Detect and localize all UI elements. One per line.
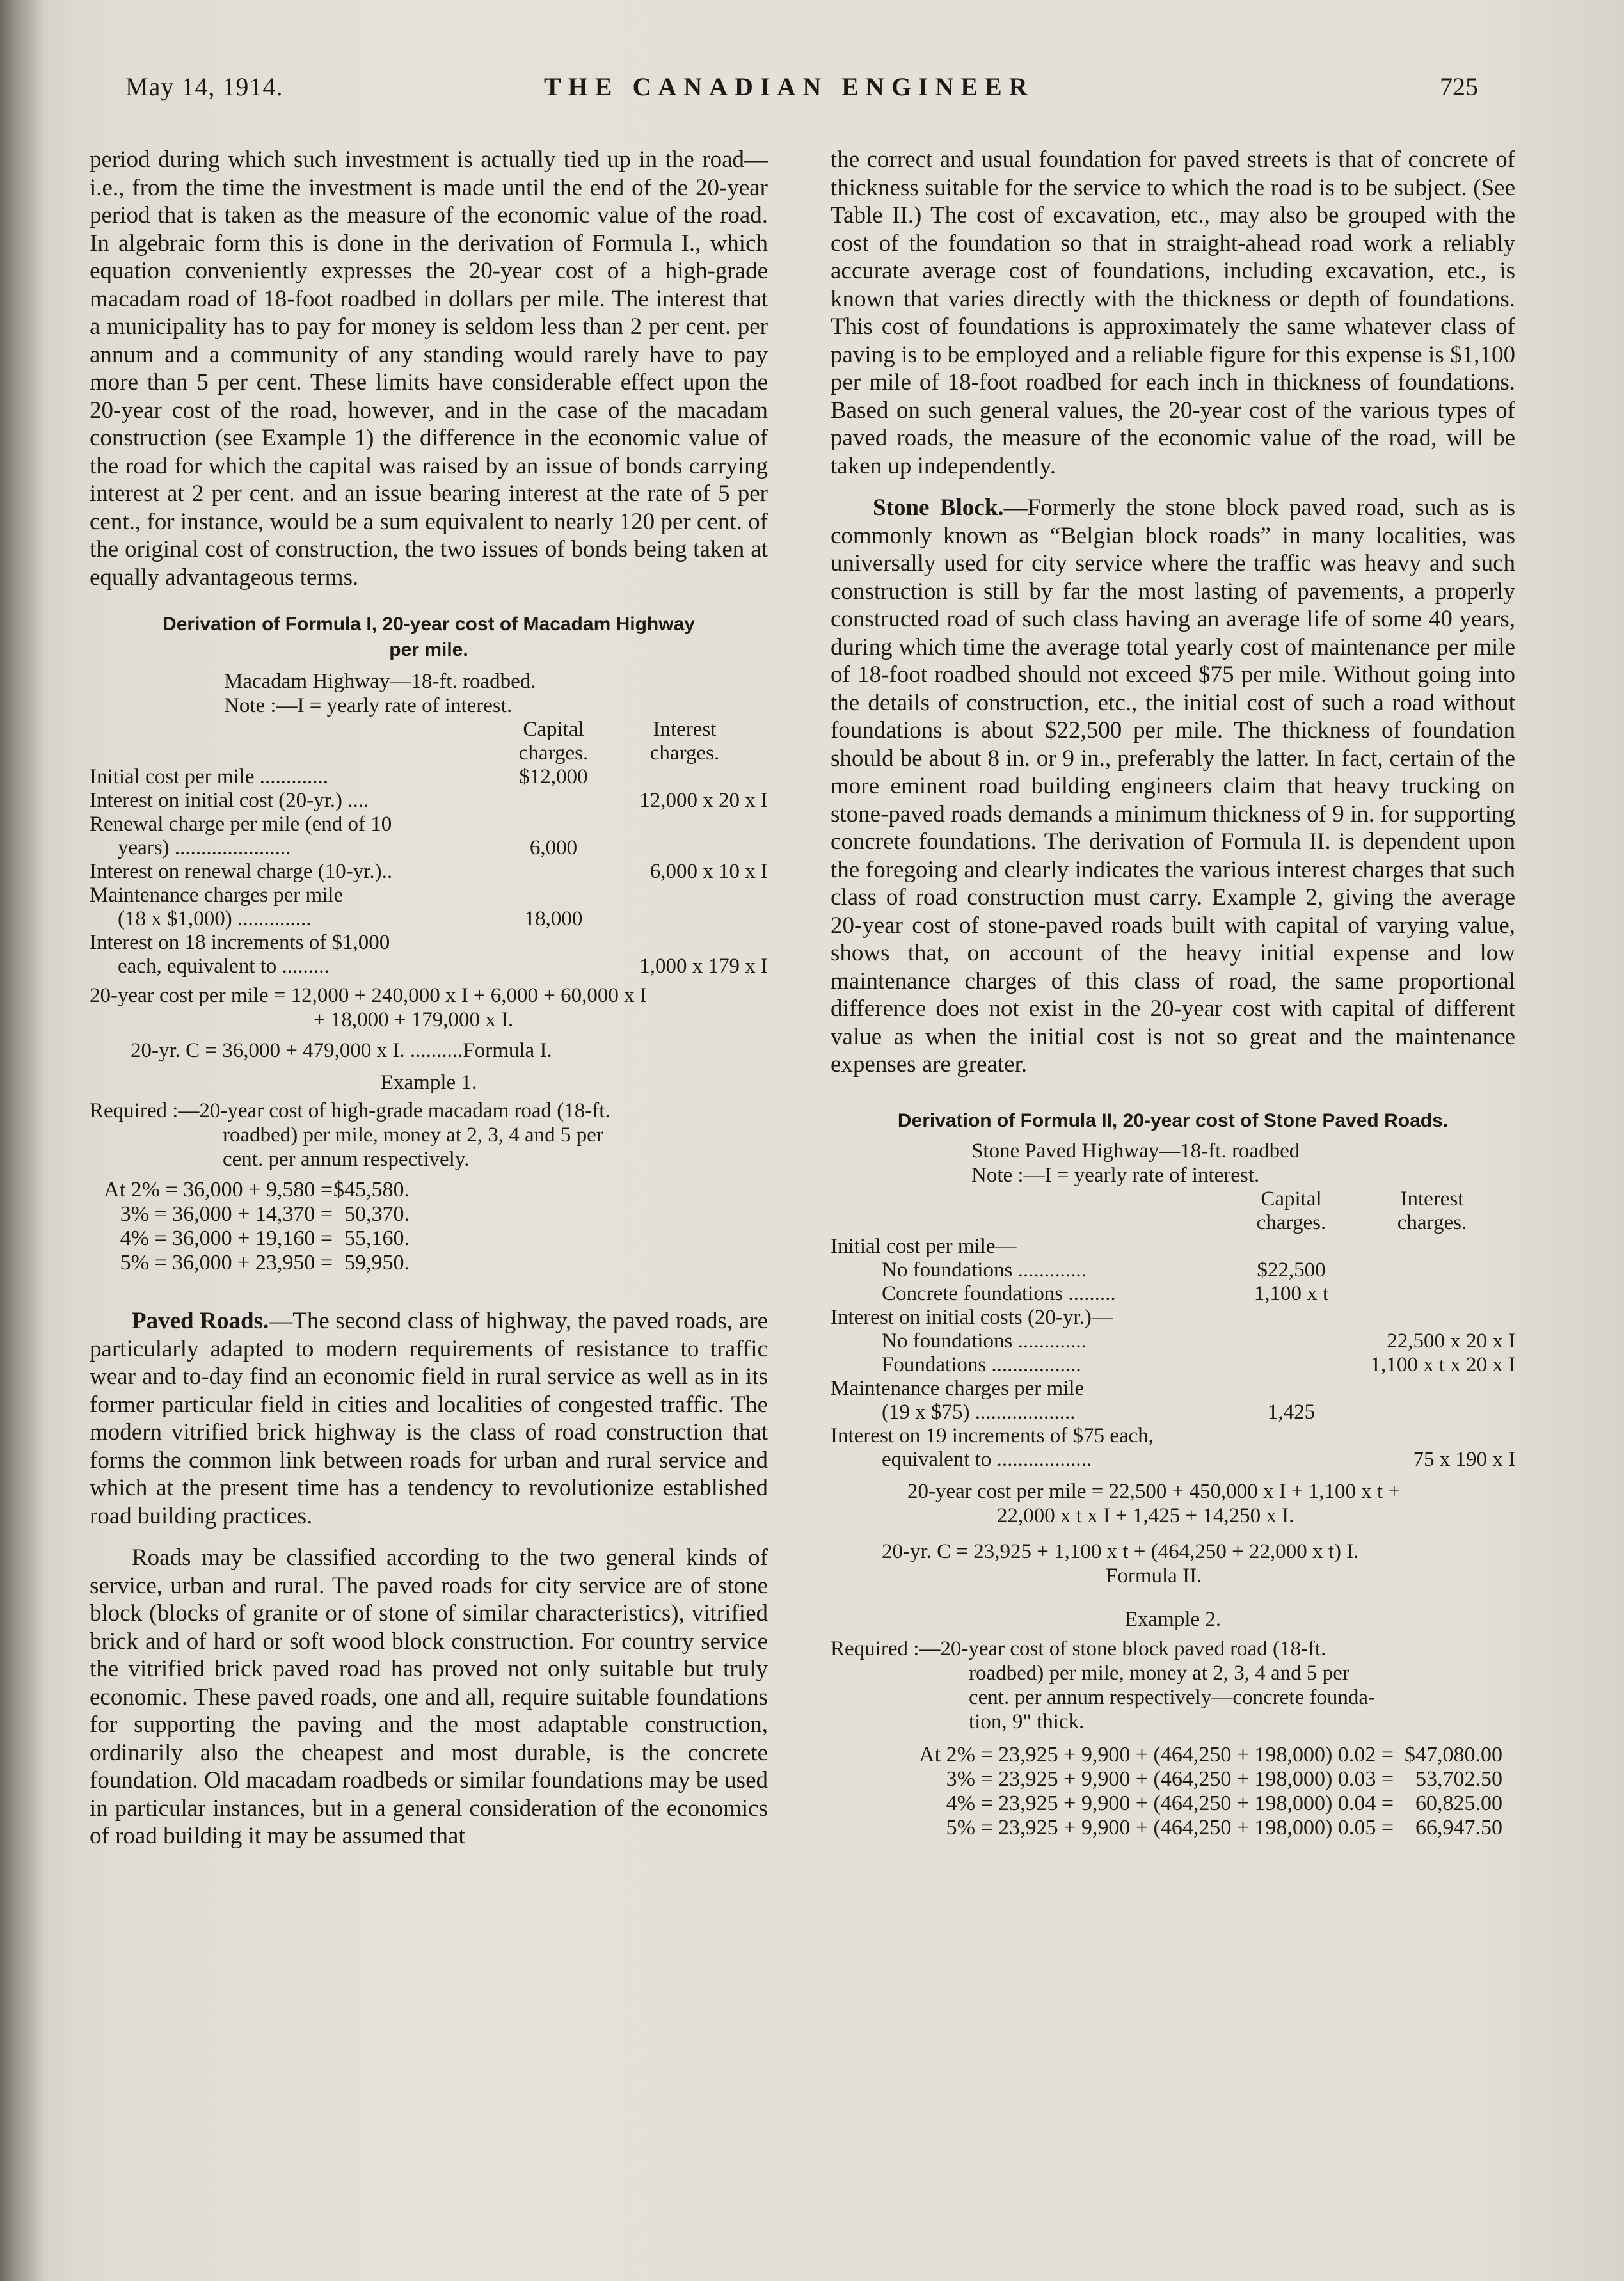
result-row: At 2% = 23,925 + 9,900 + (464,250 + 198,000) 0.02 = $47,080.00 [919, 1742, 1502, 1767]
result-row: 3% = 23,925 + 9,900 + (464,250 + 198,000) 0.03 = 53,702.50 [946, 1767, 1502, 1791]
formula-1-equation-cont: + 18,000 + 179,000 x I. [314, 1008, 514, 1031]
example-1-required-3: cent. per annum respectively. [223, 1148, 470, 1171]
table-row [831, 1401, 1515, 1424]
capital-value: 18,000 [524, 907, 583, 930]
formula-2-note: Note :—I = yearly rate of interest. [971, 1163, 1260, 1187]
interest-value: 75 x 190 x I [1413, 1447, 1515, 1471]
interest-value: 22,500 x 20 x I [1387, 1329, 1515, 1353]
row-label: Foundations ................. [882, 1353, 1081, 1376]
row-label: Initial cost per mile ............. [90, 765, 329, 788]
paragraph-paved-roads [90, 1307, 768, 1530]
left-column [90, 146, 768, 1850]
row-label: Maintenance charges per mile [90, 884, 344, 907]
formula-1-equation: 20-year cost per mile = 12,000 + 240,000 x I + 6,000 + 60,000 x I [90, 984, 647, 1007]
paragraph-foundations: the correct and usual foundation for paved streets is that of concrete of thickness suitable for the service to which the road is to be subject. (See Table II.) The cost of excavation, etc., may also be grouped with the cost of the foundation so that in straight-ahead road work a reliably accurate average cost of foundations, including excavation, etc., is known that varies directly with the thickness or depth of foundations. This cost of foundations is approximately the same whatever class of paving is to be employed and a reliable figure for this expense is $1,100 per mile of 18-foot roadbed for each inch in thickness of foundations. Based on such general values, the 20-year cost of the various types of paved roads, the measure of the economic value of the road, will be taken up independently. [831, 147, 1515, 479]
col-header-capital: Capital [1261, 1187, 1322, 1211]
formula-2-result: 20-yr. C = 23,925 + 1,100 x t + (464,250 + 22,000 x t) I. [882, 1539, 1359, 1563]
example-2-results [831, 1743, 1515, 1840]
row-label: years) ...................... [118, 836, 291, 859]
row-label: Interest on 19 increments of $75 each, [831, 1424, 1154, 1447]
row-label: No foundations ............. [882, 1329, 1087, 1353]
row-label: each, equivalent to ......... [118, 955, 330, 978]
capital-value: $12,000 [519, 765, 588, 788]
col-header-capital-2: charges. [1256, 1211, 1326, 1234]
result-row: 4% = 36,000 + 19,160 = 55,160. [120, 1227, 410, 1250]
row-label: (18 x $1,000) .............. [118, 907, 312, 930]
formula-1-result: 20-yr. C = 36,000 + 479,000 x I. ..........Formula I. [131, 1039, 552, 1062]
example-2-required-2: roadbed) per mile, money at 2, 3, 4 and 5 per [969, 1661, 1349, 1685]
table-row [90, 789, 768, 813]
example-2-title: Example 2. [1124, 1607, 1222, 1631]
row-label: Renewal charge per mile (end of 10 [90, 813, 392, 836]
row-label: Interest on 18 increments of $1,000 [90, 931, 390, 954]
row-label: Interest on initial cost (20-yr.) .... [90, 789, 369, 812]
col-header-interest: Interest [1400, 1187, 1464, 1211]
formula-2-equation: 20-year cost per mile = 22,500 + 450,000 x I + 1,100 x t + [907, 1479, 1401, 1503]
table-row [831, 1377, 1515, 1401]
example-1-required-2: roadbed) per mile, money at 2, 3, 4 and 5 per [223, 1124, 603, 1147]
row-label: Interest on renewal charge (10-yr.).. [90, 860, 393, 883]
paragraph-stone-block [831, 494, 1515, 1079]
table-row [90, 955, 768, 978]
table-row [831, 1330, 1515, 1353]
result-row: 3% = 36,000 + 14,370 = 50,370. [120, 1202, 410, 1226]
formula-2-heading: Derivation of Formula II, 20-year cost of Stone Paved Roads. [897, 1109, 1449, 1131]
row-label: equivalent to .................. [882, 1447, 1092, 1471]
issue-date: May 14, 1914. [125, 72, 283, 101]
row-label: Initial cost per mile— [831, 1234, 1017, 1258]
row-label: Maintenance charges per mile [831, 1376, 1085, 1400]
stone-block-run-in: Stone Block. [873, 495, 1004, 521]
stone-block-text: —Formerly the stone block paved road, such as is commonly known as “Belgian block roads” in many localities, was universally used for city service where the traffic was heavy and such construction is still by far the most lasting of pavements, a properly constructed road of such class having an average life of some 40 years, during which time the average total yearly cost of maintenance per mile of 18-foot roadbed should not exceed $75 per mile. Without going into the details of construction, etc., the initial cost of such a road without foundations is about $22,500 per mile. The thickness of foundation should be about 8 in. or 9 in., preferably the latter. In fact, certain of the more eminent road building engineers claim that heavy trucking on stone-paved roads demands a minimum thickness of 9 in. for supporting concrete foundations. The derivation of Formula II. is dependent upon the foregoing and clearly indicates the various interest charges that such class of road construction must carry. Example 2, giving the average 20-year cost of stone-paved roads built with capital of varying value, shows that, on account of the heavy initial expense and low maintenance charges of this class of road, the same proportional difference does not exist in the 20-year cost with capital of different value as when the initial cost is not so great and the maintenance expenses are greater. [831, 495, 1515, 1077]
capital-value: $22,500 [1257, 1258, 1326, 1282]
formula-1-table [90, 718, 768, 978]
example-2-required-3: cent. per annum respectively—concrete founda- [969, 1685, 1375, 1709]
table-row [90, 765, 768, 789]
example-2-required-4: tion, 9" thick. [969, 1710, 1085, 1733]
table-row [831, 1424, 1515, 1448]
table-row [90, 813, 768, 836]
page-number: 725 [1440, 72, 1478, 101]
book-gutter-shadow [0, 0, 45, 2281]
example-1-required: Required :—20-year cost of high-grade macadam road (18-ft. [90, 1099, 610, 1122]
right-column [831, 146, 1515, 1840]
formula-2-label: Formula II. [1106, 1564, 1202, 1587]
row-label: Concrete foundations ......... [882, 1282, 1116, 1305]
formula-2-table [831, 1188, 1515, 1472]
col-header-capital-2: charges. [518, 742, 589, 765]
result-row: 5% = 23,925 + 9,900 + (464,250 + 198,000) 0.05 = 66,947.50 [946, 1815, 1502, 1840]
interest-value: 1,100 x t x 20 x I [1370, 1353, 1515, 1376]
col-header-capital: Capital [523, 718, 584, 741]
formula-2-subject: Stone Paved Highway—18-ft. roadbed [971, 1139, 1300, 1163]
result-row: 4% = 23,925 + 9,900 + (464,250 + 198,000) 0.04 = 60,825.00 [946, 1791, 1502, 1815]
formula-1-subject: Macadam Highway—18-ft. roadbed. [224, 670, 536, 693]
result-row: At 2% = 36,000 + 9,580 = $45,580. [104, 1178, 410, 1202]
row-label: Interest on initial costs (20-yr.)— [831, 1305, 1113, 1329]
table-row [831, 1235, 1515, 1259]
capital-value: 1,100 x t [1254, 1282, 1329, 1305]
table-row [90, 860, 768, 884]
table-row [831, 1353, 1515, 1377]
example-1-results [90, 1178, 768, 1275]
col-header-interest-2: charges. [1397, 1211, 1467, 1234]
col-header-interest: Interest [653, 718, 717, 741]
result-row: 5% = 36,000 + 23,950 = 59,950. [120, 1251, 410, 1275]
table-row [90, 884, 768, 907]
capital-value: 6,000 [529, 836, 578, 859]
row-label: No foundations ............. [882, 1258, 1087, 1282]
table-row [831, 1306, 1515, 1330]
col-header-interest-2: charges. [649, 742, 720, 765]
paragraph-road-classes: Roads may be classified according to the two general kinds of service, urban and rural. The paved roads for city service are of stone block (blocks of granite or of stone of similar characteristics), vitrified brick and of hard or soft wood block construction. For country service the vitrified brick paved road has proved not only suitable but truly economic. These paved roads, one and all, require suitable foundations for supporting the paving and the most adaptable construction, ordinarily also the cheapest and most durable, is the concrete foundation. Old macadam roadbeds or similar foundations may be used in particular instances, but in a general consideration of the economics of road building it may be assumed that [90, 1545, 768, 1849]
table-row [831, 1282, 1515, 1306]
formula-2-equation-cont: 22,000 x t x I + 1,425 + 14,250 x I. [997, 1504, 1294, 1527]
capital-value: 1,425 [1267, 1400, 1316, 1424]
table-row [90, 836, 768, 860]
example-1-title: Example 1. [380, 1071, 477, 1094]
paragraph-investment: period during which such investment is actually tied up in the road—i.e., from the time the investment is made until the end of the 20-year period that is taken as the measure of the economic value of the road. In algebraic form this is done in the derivation of Formula I., which equation conveniently expresses the 20-year cost of a high-grade macadam road of 18-foot roadbed in dollars per mile. The interest that a municipality has to pay for money is seldom less than 2 per cent. per annum and a community of any standing would rarely have to pay more than 5 per cent. These limits have considerable effect upon the 20-year cost of the road, however, and in the case of the macadam construction (see Example 1) the difference in the economic value of the road for which the capital was raised by an issue of bonds carrying interest at 2 per cent. and an issue bearing interest at the rate of 5 per cent., for instance, would be a sum equivalent to nearly 120 per cent. of the original cost of construction, the two issues of bonds being taken at equally advantageous terms. [90, 147, 768, 591]
formula-1-note: Note :—I = yearly rate of interest. [224, 694, 513, 717]
interest-value: 6,000 x 10 x I [649, 860, 768, 883]
paved-roads-run-in: Paved Roads. [132, 1308, 269, 1334]
table-row [831, 1448, 1515, 1472]
example-2-required: Required :—20-year cost of stone block paved road (18-ft. [831, 1637, 1326, 1660]
table-row [90, 907, 768, 931]
paved-roads-text: —The second class of highway, the paved roads, are particularly adapted to modern requirements of resistance to traffic wear and to-day find an economic field in rural service as well as in its former particular field in cities and localities of congested traffic. The modern vitrified brick highway is the class of road construction that forms the common link between roads for urban and rural service and which at the present time has a tendency to revolutionize established road building practices. [90, 1308, 768, 1529]
interest-value: 1,000 x 179 x I [639, 955, 768, 978]
row-label: (19 x $75) ................... [882, 1400, 1076, 1424]
table-row [90, 931, 768, 955]
table-row [831, 1259, 1515, 1282]
journal-title: THE CANADIAN ENGINEER [544, 72, 1035, 101]
interest-value: 12,000 x 20 x I [639, 789, 768, 812]
formula-1-heading: Derivation of Formula I, 20-year cost of Macadam Highway [163, 614, 695, 635]
formula-1-heading-cont: per mile. [389, 639, 468, 660]
